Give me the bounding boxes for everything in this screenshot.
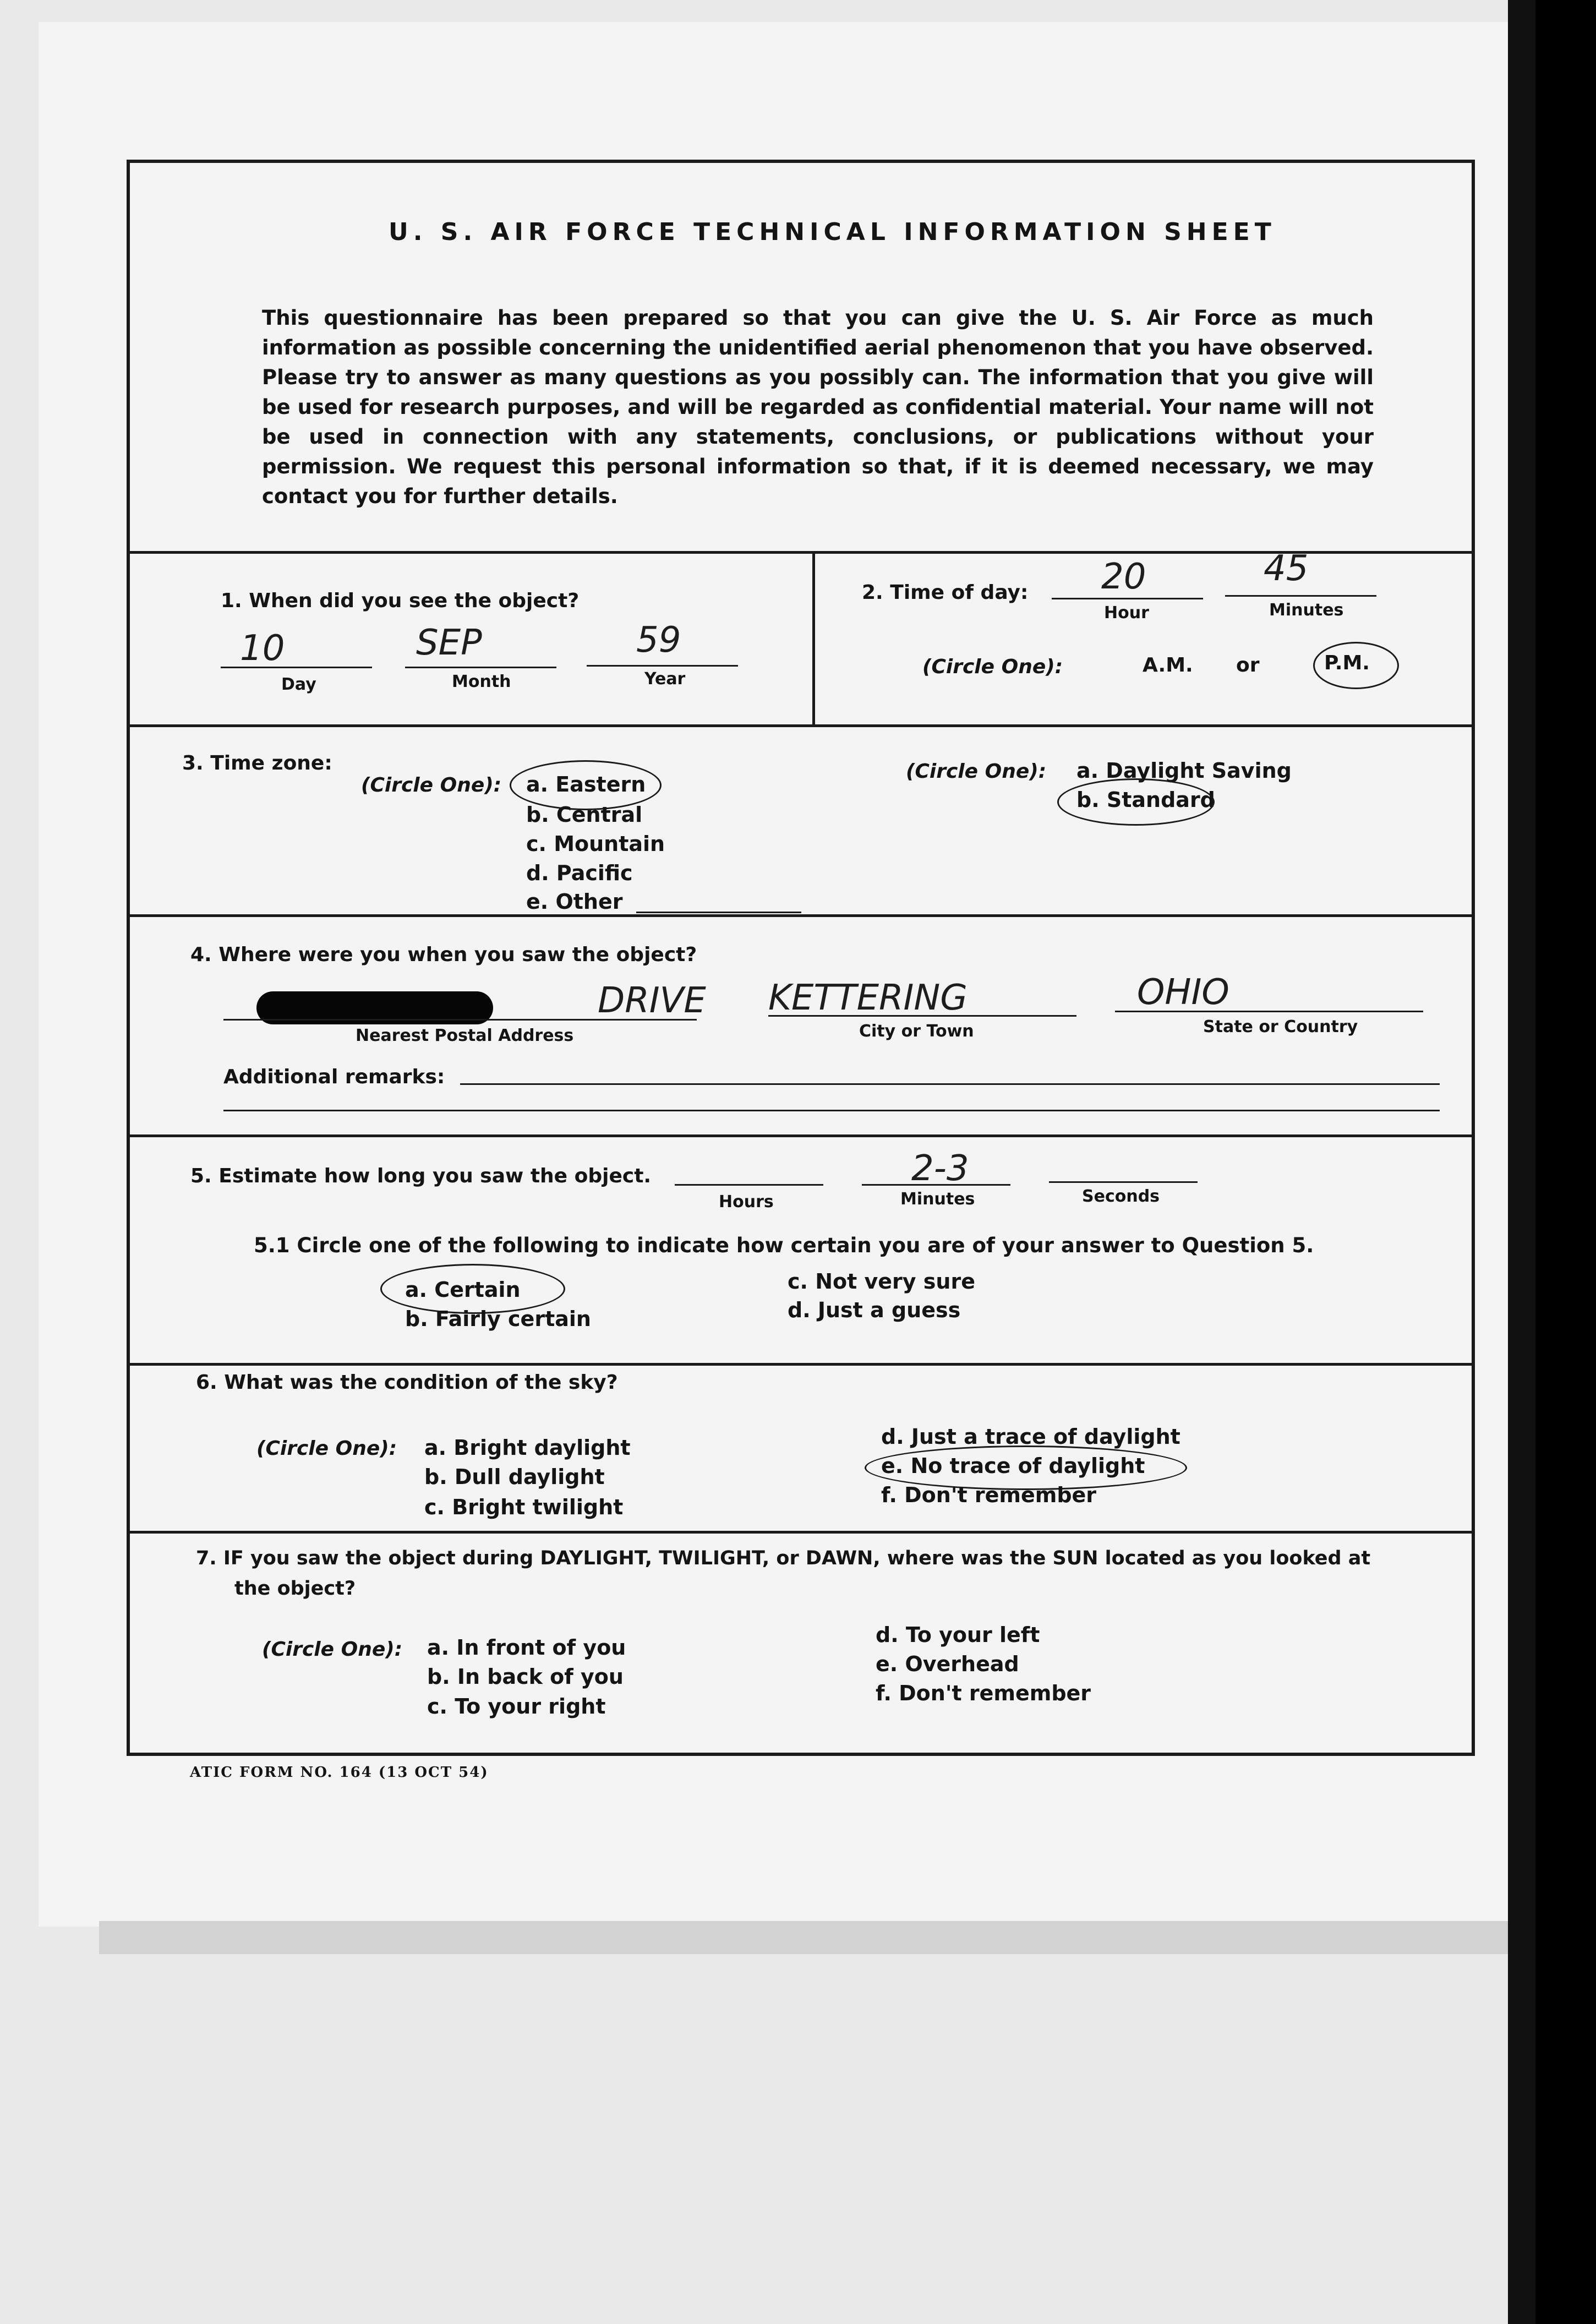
information-sheet-form <box>127 160 1475 1756</box>
q4-city-label: City or Town <box>859 1022 974 1041</box>
q2-pm: P.M. <box>1324 652 1370 674</box>
divider <box>130 724 1472 727</box>
divider <box>130 1134 1472 1137</box>
q5-option-not-very-sure: c. Not very sure <box>788 1269 975 1294</box>
q2-hour-label: Hour <box>1104 603 1149 623</box>
q1-year-value: 59 <box>636 620 681 661</box>
q3-circle-one-2: (Circle One): <box>906 760 1047 783</box>
scan-edge-dark <box>1535 0 1596 2324</box>
q7-circle-one: (Circle One): <box>262 1638 403 1661</box>
form-title: U. S. AIR FORCE TECHNICAL INFORMATION SHEET <box>389 218 1276 246</box>
page-shadow <box>99 1921 1508 1954</box>
q1-day-line <box>221 667 372 668</box>
q5-option-fairly-certain: b. Fairly certain <box>405 1307 591 1331</box>
q4-state-line <box>1115 1011 1423 1012</box>
q7-option-in-front: a. In front of you <box>427 1635 626 1660</box>
q6-option-bright-daylight: a. Bright daylight <box>424 1436 631 1460</box>
q3-option-central: b. Central <box>526 803 643 827</box>
pm-circle-mark <box>1313 642 1399 689</box>
q5-question: 5. Estimate how long you saw the object. <box>190 1165 652 1187</box>
q5-sub-question: 5.1 Circle one of the following to indicate how certain you are of your answer to Question 5. <box>254 1234 1314 1257</box>
q2-minutes-label: Minutes <box>1269 601 1344 620</box>
q5-minutes-value: 2-3 <box>911 1148 969 1189</box>
q7-question-line1: 7. IF you saw the object during DAYLIGHT, TWILIGHT, or DAWN, where was the SUN located as you looked at <box>196 1547 1371 1569</box>
q3-option-eastern: a. Eastern <box>526 772 646 797</box>
q5-seconds-label: Seconds <box>1082 1187 1160 1206</box>
divider <box>130 1363 1472 1366</box>
q5-option-certain: a. Certain <box>405 1278 521 1302</box>
q6-option-bright-twilight: c. Bright twilight <box>424 1495 624 1519</box>
q4-city-value: KETTERING <box>768 978 968 1018</box>
q5-seconds-line <box>1049 1181 1198 1183</box>
q7-option-overhead: e. Overhead <box>876 1652 1019 1676</box>
q4-question: 4. Where were you when you saw the object? <box>190 943 697 966</box>
q4-address-line <box>223 1019 697 1021</box>
q6-option-dull-daylight: b. Dull daylight <box>424 1465 605 1489</box>
q4-state-value: OHIO <box>1137 972 1229 1013</box>
q1-question: 1. When did you see the object? <box>221 590 580 612</box>
q6-option-trace-of-daylight: d. Just a trace of daylight <box>881 1425 1180 1449</box>
q2-question: 2. Time of day: <box>862 581 1029 604</box>
q1-year-line <box>587 665 738 667</box>
q1-month-value: SEP <box>416 623 482 663</box>
standard-circle-mark <box>1057 778 1215 826</box>
q1-month-line <box>405 667 556 668</box>
q5-hours-label: Hours <box>719 1192 774 1212</box>
q6-option-dont-remember: f. Don't remember <box>881 1483 1097 1507</box>
q2-circle-one: (Circle One): <box>922 656 1063 678</box>
q2-minutes-value: 45 <box>1264 548 1309 589</box>
divider <box>130 1531 1472 1534</box>
q3-question: 3. Time zone: <box>182 752 332 774</box>
q7-question-line2: the object? <box>234 1578 356 1600</box>
q6-circle-one: (Circle One): <box>256 1437 397 1460</box>
q5-minutes-line <box>862 1184 1010 1186</box>
intro-paragraph: This questionnaire has been prepared so that you can give the U. S. Air Force as much information as possible concerning the unidentified aerial phenomenon that you have observed. Please try to answer as many questions as you possibly can. The information that you give will be used for research purposes, and will be regarded as confidential material. Your name will not be used in connection with any statements, conclusions, or publications without your permission. We request this personal information so that, if it is deemed necessary, we may contact you for further details. <box>262 306 1374 508</box>
q3-other-line <box>636 912 801 913</box>
q2-am: A.M. <box>1143 654 1193 677</box>
q4-state-label: State or Country <box>1203 1017 1358 1036</box>
q3-option-pacific: d. Pacific <box>526 861 633 885</box>
q7-option-to-left: d. To your left <box>876 1623 1040 1647</box>
q7-option-dont-remember: f. Don't remember <box>876 1681 1091 1705</box>
q3-option-other: e. Other <box>526 890 623 914</box>
q7-option-to-right: c. To your right <box>427 1694 606 1719</box>
q4-street-value: DRIVE <box>598 980 706 1021</box>
q3-option-mountain: c. Mountain <box>526 832 665 856</box>
q4-address-label: Nearest Postal Address <box>356 1026 574 1045</box>
q1-month-label: Month <box>452 672 511 691</box>
q1-day-value: 10 <box>240 628 285 669</box>
divider <box>130 914 1472 917</box>
q3-option-daylight-saving: a. Daylight Saving <box>1076 759 1292 783</box>
q5-minutes-label: Minutes <box>900 1190 975 1209</box>
q3-option-standard: b. Standard <box>1076 788 1215 812</box>
divider-vertical <box>812 551 815 724</box>
q3-circle-one: (Circle One): <box>361 774 502 797</box>
form-number: ATIC FORM NO. 164 (13 OCT 54) <box>190 1764 489 1781</box>
q1-year-label: Year <box>644 669 686 689</box>
q4-remarks-line <box>460 1083 1440 1085</box>
q2-hour-value: 20 <box>1101 557 1146 597</box>
q2-or: or <box>1236 654 1260 677</box>
q1-day-label: Day <box>281 675 316 694</box>
q4-city-line <box>768 1015 1076 1017</box>
q4-remarks-label: Additional remarks: <box>223 1066 445 1088</box>
q6-question: 6. What was the condition of the sky? <box>196 1371 618 1394</box>
q5-option-just-a-guess: d. Just a guess <box>788 1298 961 1322</box>
q4-remarks-line-2 <box>223 1110 1440 1111</box>
q5-hours-line <box>675 1184 823 1186</box>
q7-option-in-back: b. In back of you <box>427 1665 624 1689</box>
q6-option-no-trace: e. No trace of daylight <box>881 1454 1145 1478</box>
q2-hour-line <box>1052 598 1203 599</box>
q2-minutes-line <box>1225 595 1376 597</box>
